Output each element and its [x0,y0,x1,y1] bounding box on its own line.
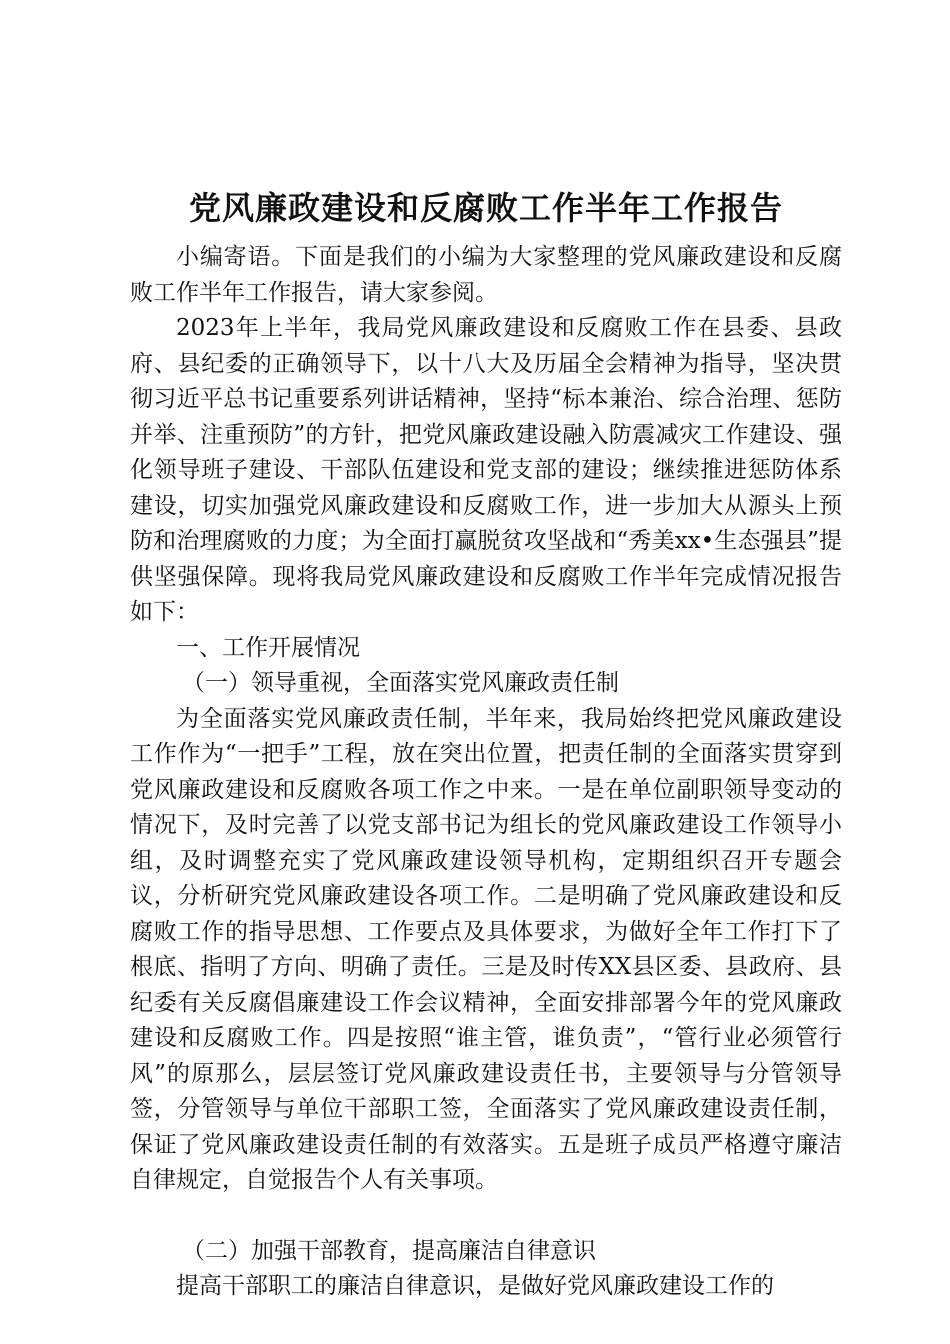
document-page [130,182,842,1305]
body-paragraph-1: 2023年上半年，我局党风廉政建设和反腐败工作在县委、县政府、县纪委的正确领导下，以十八大及历届全会精神为指导，坚决贯彻习近平总书记重要系列讲话精神，坚持“标本兼治、综合治理、惩防并举、注重预防”的方针，把党风廉政建设融入防震减灾工作建设、强化领导班子建设、干部队伍建设和党支部的建设；继续推进惩防体系建设，切实加强党风廉政建设和反腐败工作，进一步加大从源头上预防和治理腐败的力度；为全面打赢脱贫攻坚战和“秀美xx•生态强县”提供坚强保障。现将我局党风廉政建设和反腐败工作半年完成情况报告如下： [130,315,842,625]
section-heading-1: 一、工作开展情况 [176,634,360,661]
intro-paragraph: 小编寄语。下面是我们的小编为大家整理的党风廉政建设和反腐败工作半年工作报告，请大家参阅。 [130,244,842,306]
document-title: 党风廉政建设和反腐败工作半年工作报告 [188,189,783,227]
body-paragraph-3: 提高干部职工的廉洁自律意识，是做好党风廉政建设工作的 [176,1273,774,1299]
subsection-heading-2: （二）加强干部教育，提高廉洁自律意识 [182,1237,596,1264]
body-paragraph-2: 为全面落实党风廉政责任制，半年来，我局始终把党风廉政建设工作作为“一把手”工程，放在突出位置，把责任制的全面落实贯穿到党风廉政建设和反腐败各项工作之中来。一是在单位副职领导变动的情况下，及时完善了以党支部书记为组长的党风廉政建设工作领导小组，及时调整充实了党风廉政建设领导机构，定期组织召开专题会议，分析研究党风廉政建设各项工作。二是明确了党风廉政建设和反腐败工作的指导思想、工作要点及具体要求，为做好全年工作打下了根底、指明了方向、明确了责任。三是及时传XX县区委、县政府、县纪委有关反腐倡廉建设工作会议精神，全面安排部署今年的党风廉政建设和反腐败工作。四是按照“谁主管，谁负责”，“管行业必须管行风”的原那么，层层签订党风廉政建设责任书，主要领导与分管领导签，分管领导与单位干部职工签，全面落实了党风廉政建设责任制，保证了党风廉政建设责任制的有效落实。五是班子成员严格遵守廉洁自律规定，自觉报告个人有关事项。 [130,705,842,1193]
subsection-heading-1: （一）领导重视，全面落实党风廉政责任制 [182,670,619,696]
